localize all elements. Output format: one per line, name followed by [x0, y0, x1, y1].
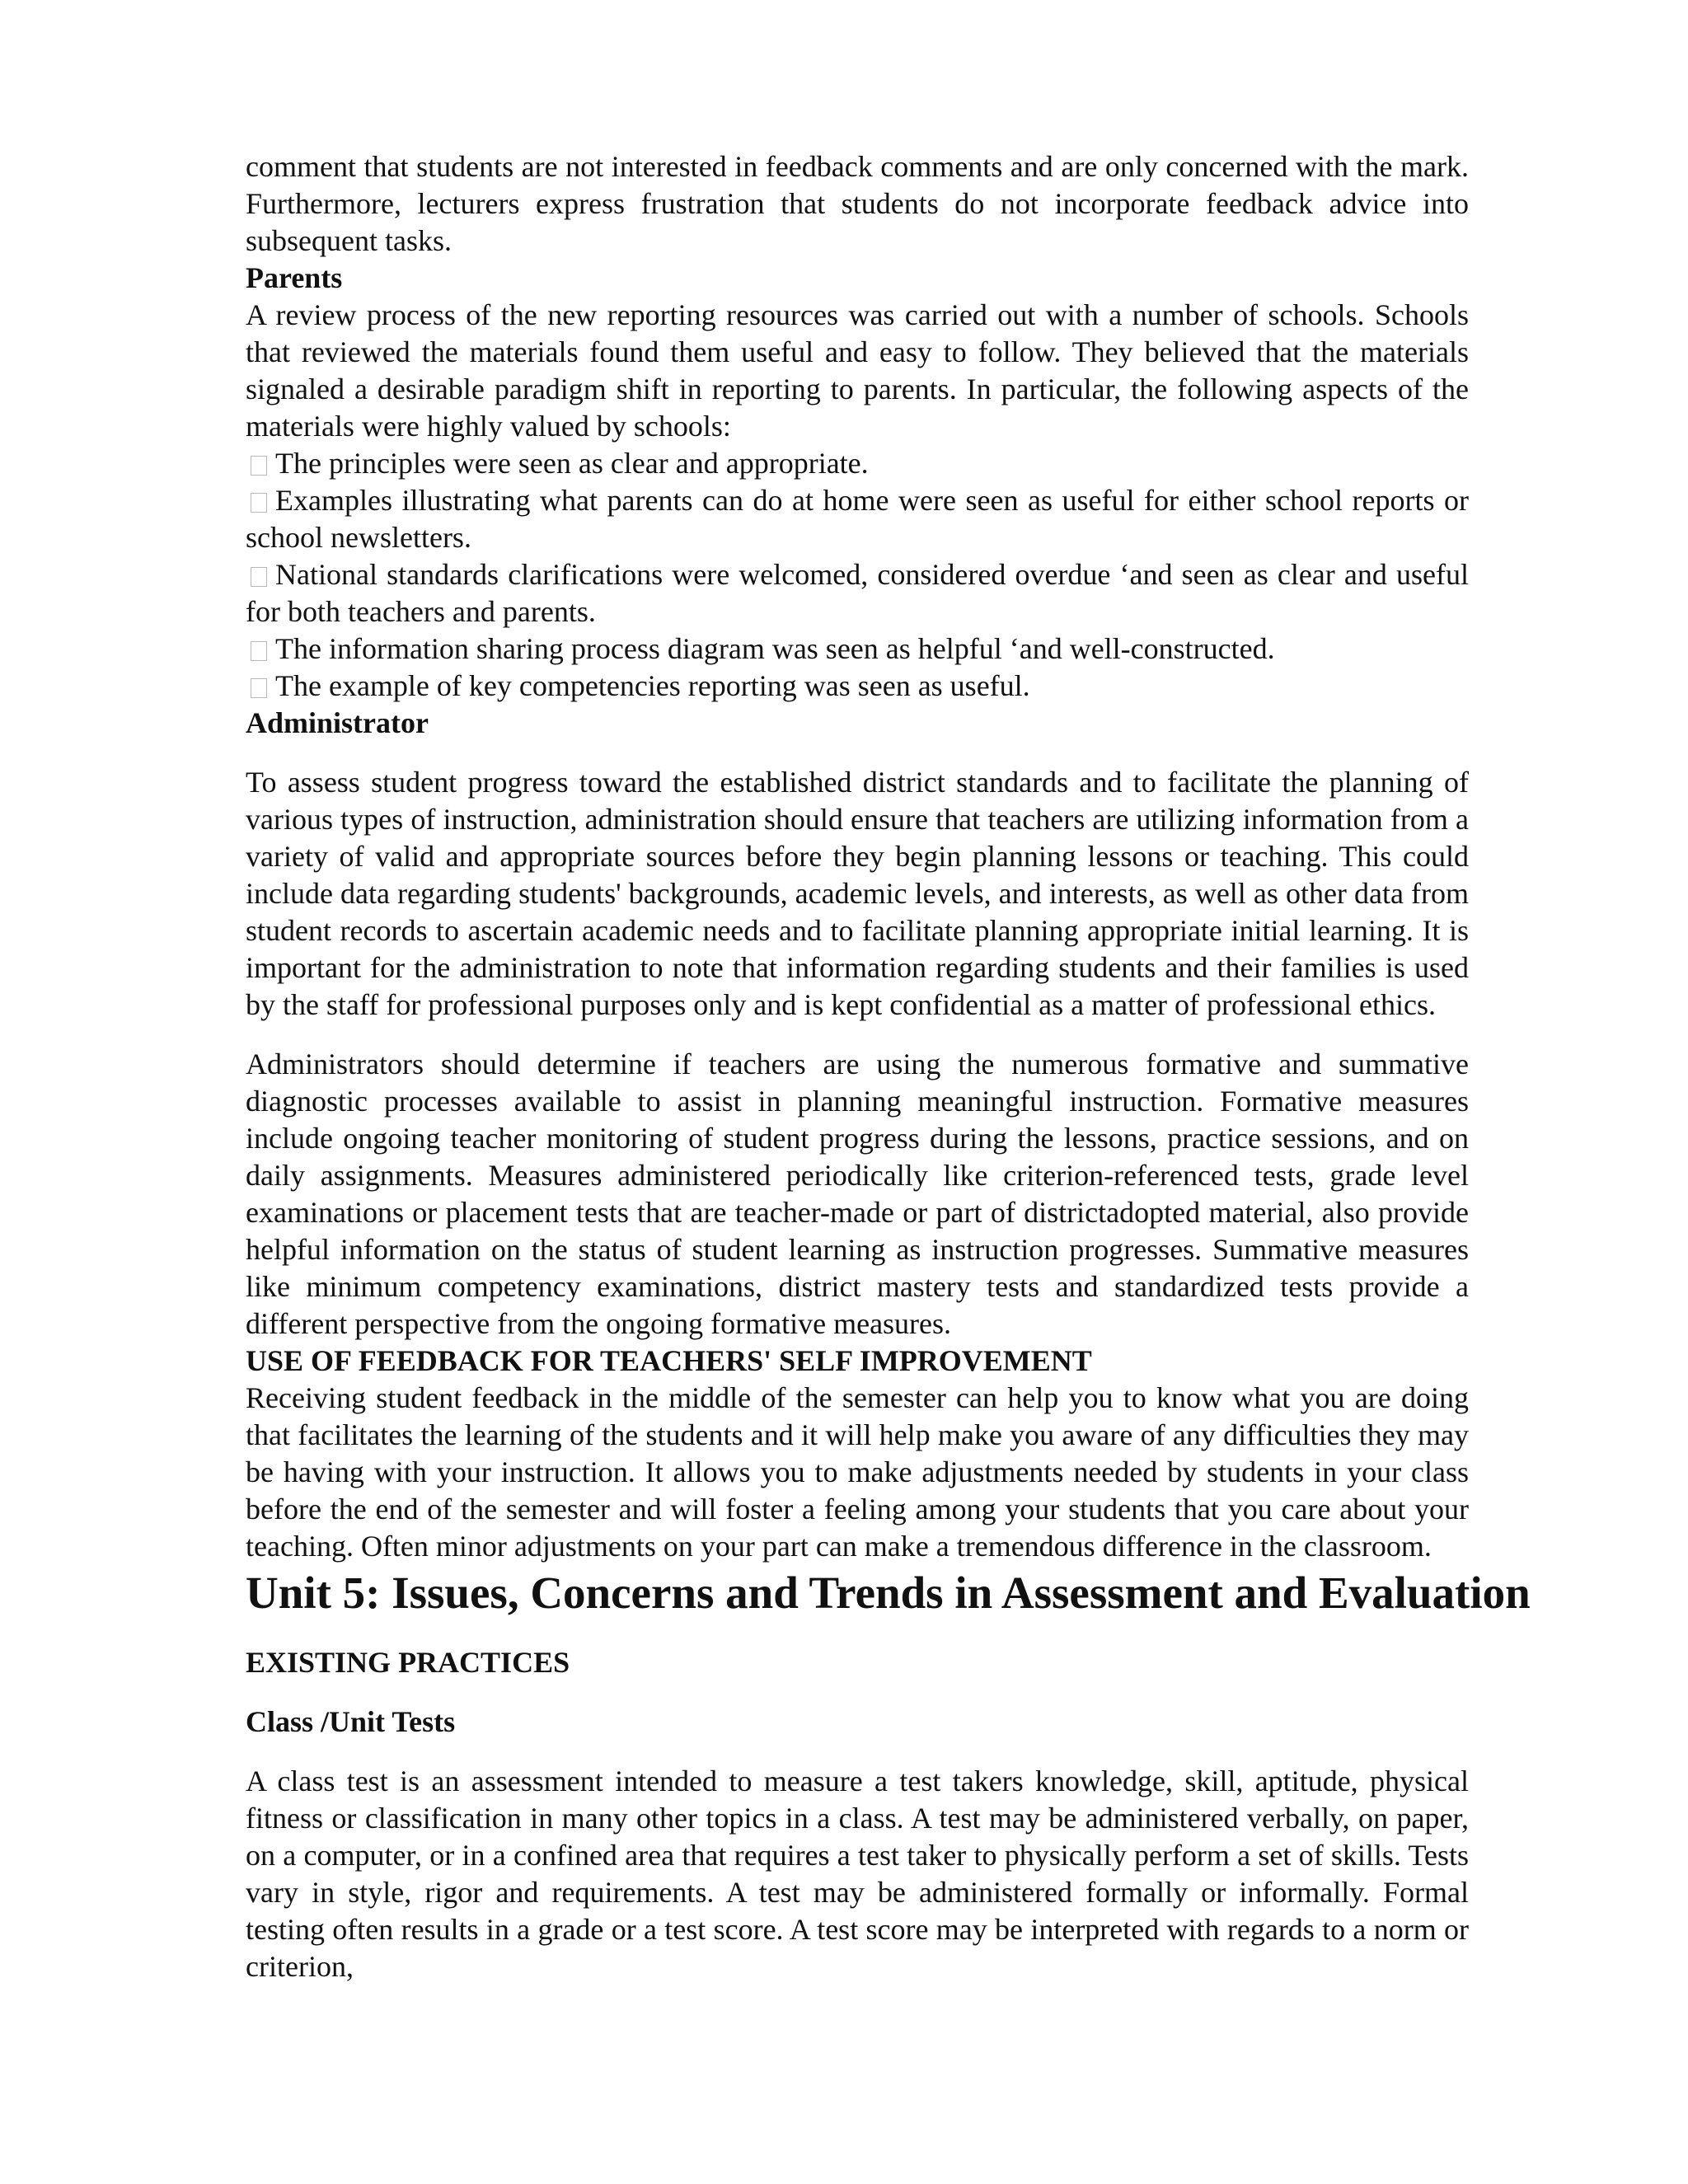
- missing-glyph-bullet-icon: [251, 641, 267, 661]
- missing-glyph-bullet-icon: [251, 456, 267, 476]
- missing-glyph-bullet-icon: [251, 493, 267, 513]
- existing-practices-heading: EXISTING PRACTICES: [246, 1646, 570, 1679]
- document-page: [246, 148, 1531, 1985]
- list-item: [246, 482, 1469, 556]
- list-item-text: The information sharing process diagram was seen as helpful ‘and well-constructed.: [275, 632, 1275, 665]
- administrator-heading: Administrator: [246, 706, 429, 739]
- feedback-section-paragraph: Receiving student feedback in the middle of the semester can help you to know what you are doing that facilitates the learning of the students and it will help make you aware of any difficulties they may be having with your instruction. It allows you to make adjustments needed by students in your class before the end of the semester and will foster a feeling among your students that you care about your teaching. Often minor adjustments on your part can make a tremendous difference in the classroom.: [246, 1381, 1469, 1563]
- list-item-text: National standards clarifications were welcomed, considered overdue ‘and seen as clear and useful for both teachers and parents.: [246, 558, 1469, 628]
- class-unit-tests-heading: Class /Unit Tests: [246, 1705, 456, 1738]
- administrator-paragraph-1: To assess student progress toward the established district standards and to facilitate the planning of various types of instruction, administration should ensure that teachers are utilizing information from a variety of valid and appropriate sources before they begin planning lessons or teaching. This could include data regarding students' backgrounds, academic levels, and interests, as well as other data from student records to ascertain academic needs and to facilitate planning appropriate initial learning. It is important for the administration to note that information regarding students and their families is used by the staff for professional purposes only and is kept confidential as a matter of professional ethics.: [246, 766, 1469, 1021]
- list-item-text: Examples illustrating what parents can do at home were seen as useful for either school reports or school newsletters.: [246, 484, 1469, 554]
- unit-title: Unit 5: Issues, Concerns and Trends in Assessment and Evaluation: [246, 1568, 1531, 1618]
- parents-bullet-list: [246, 445, 1469, 705]
- missing-glyph-bullet-icon: [251, 678, 267, 698]
- list-item: [246, 445, 1469, 482]
- parents-paragraph: A review process of the new reporting resources was carried out with a number of schools. Schools that reviewed the materials found them useful and easy to follow. They believed that the materials signaled a desirable paradigm shift in reporting to parents. In particular, the following aspects of the materials were highly valued by schools:: [246, 298, 1469, 443]
- parents-heading: Parents: [246, 261, 343, 294]
- list-item: [246, 556, 1469, 630]
- list-item: [246, 630, 1469, 668]
- class-test-paragraph: A class test is an assessment intended to measure a test takers knowledge, skill, aptitude, physical fitness or classification in many other topics in a class. A test may be administered verbally, on paper, on a computer, or in a confined area that requires a test taker to physically perform a set of skills. Tests vary in style, rigor and requirements. A test may be administered formally or informally. Formal testing often results in a grade or a test score. A test score may be interpreted with regards to a norm or criterion,: [246, 1765, 1469, 1983]
- administrator-paragraph-2: Administrators should determine if teachers are using the numerous formative and summative diagnostic processes available to assist in planning meaningful instruction. Formative measures include ongoing teacher monitoring of student progress during the lessons, practice sessions, and on daily assignments. Measures administered periodically like criterion-referenced tests, grade level examinations or placement tests that are teacher-made or part of districtadopted material, also provide helpful information on the status of student learning as instruction progresses. Summative measures like minimum competency examinations, district mastery tests and standardized tests provide a different perspective from the ongoing formative measures.: [246, 1047, 1469, 1340]
- list-item-text: The example of key competencies reporting was seen as useful.: [275, 669, 1030, 702]
- list-item-text: The principles were seen as clear and appropriate.: [275, 447, 869, 480]
- intro-continuation-paragraph: comment that students are not interested in feedback comments and are only concerned with the mark. Furthermore, lecturers express frustration that students do not incorporate feedback advice into subsequent tasks.: [246, 150, 1469, 257]
- list-item: [246, 668, 1469, 705]
- missing-glyph-bullet-icon: [251, 567, 267, 587]
- feedback-section-heading: USE OF FEEDBACK FOR TEACHERS' SELF IMPROVEMENT: [246, 1344, 1092, 1377]
